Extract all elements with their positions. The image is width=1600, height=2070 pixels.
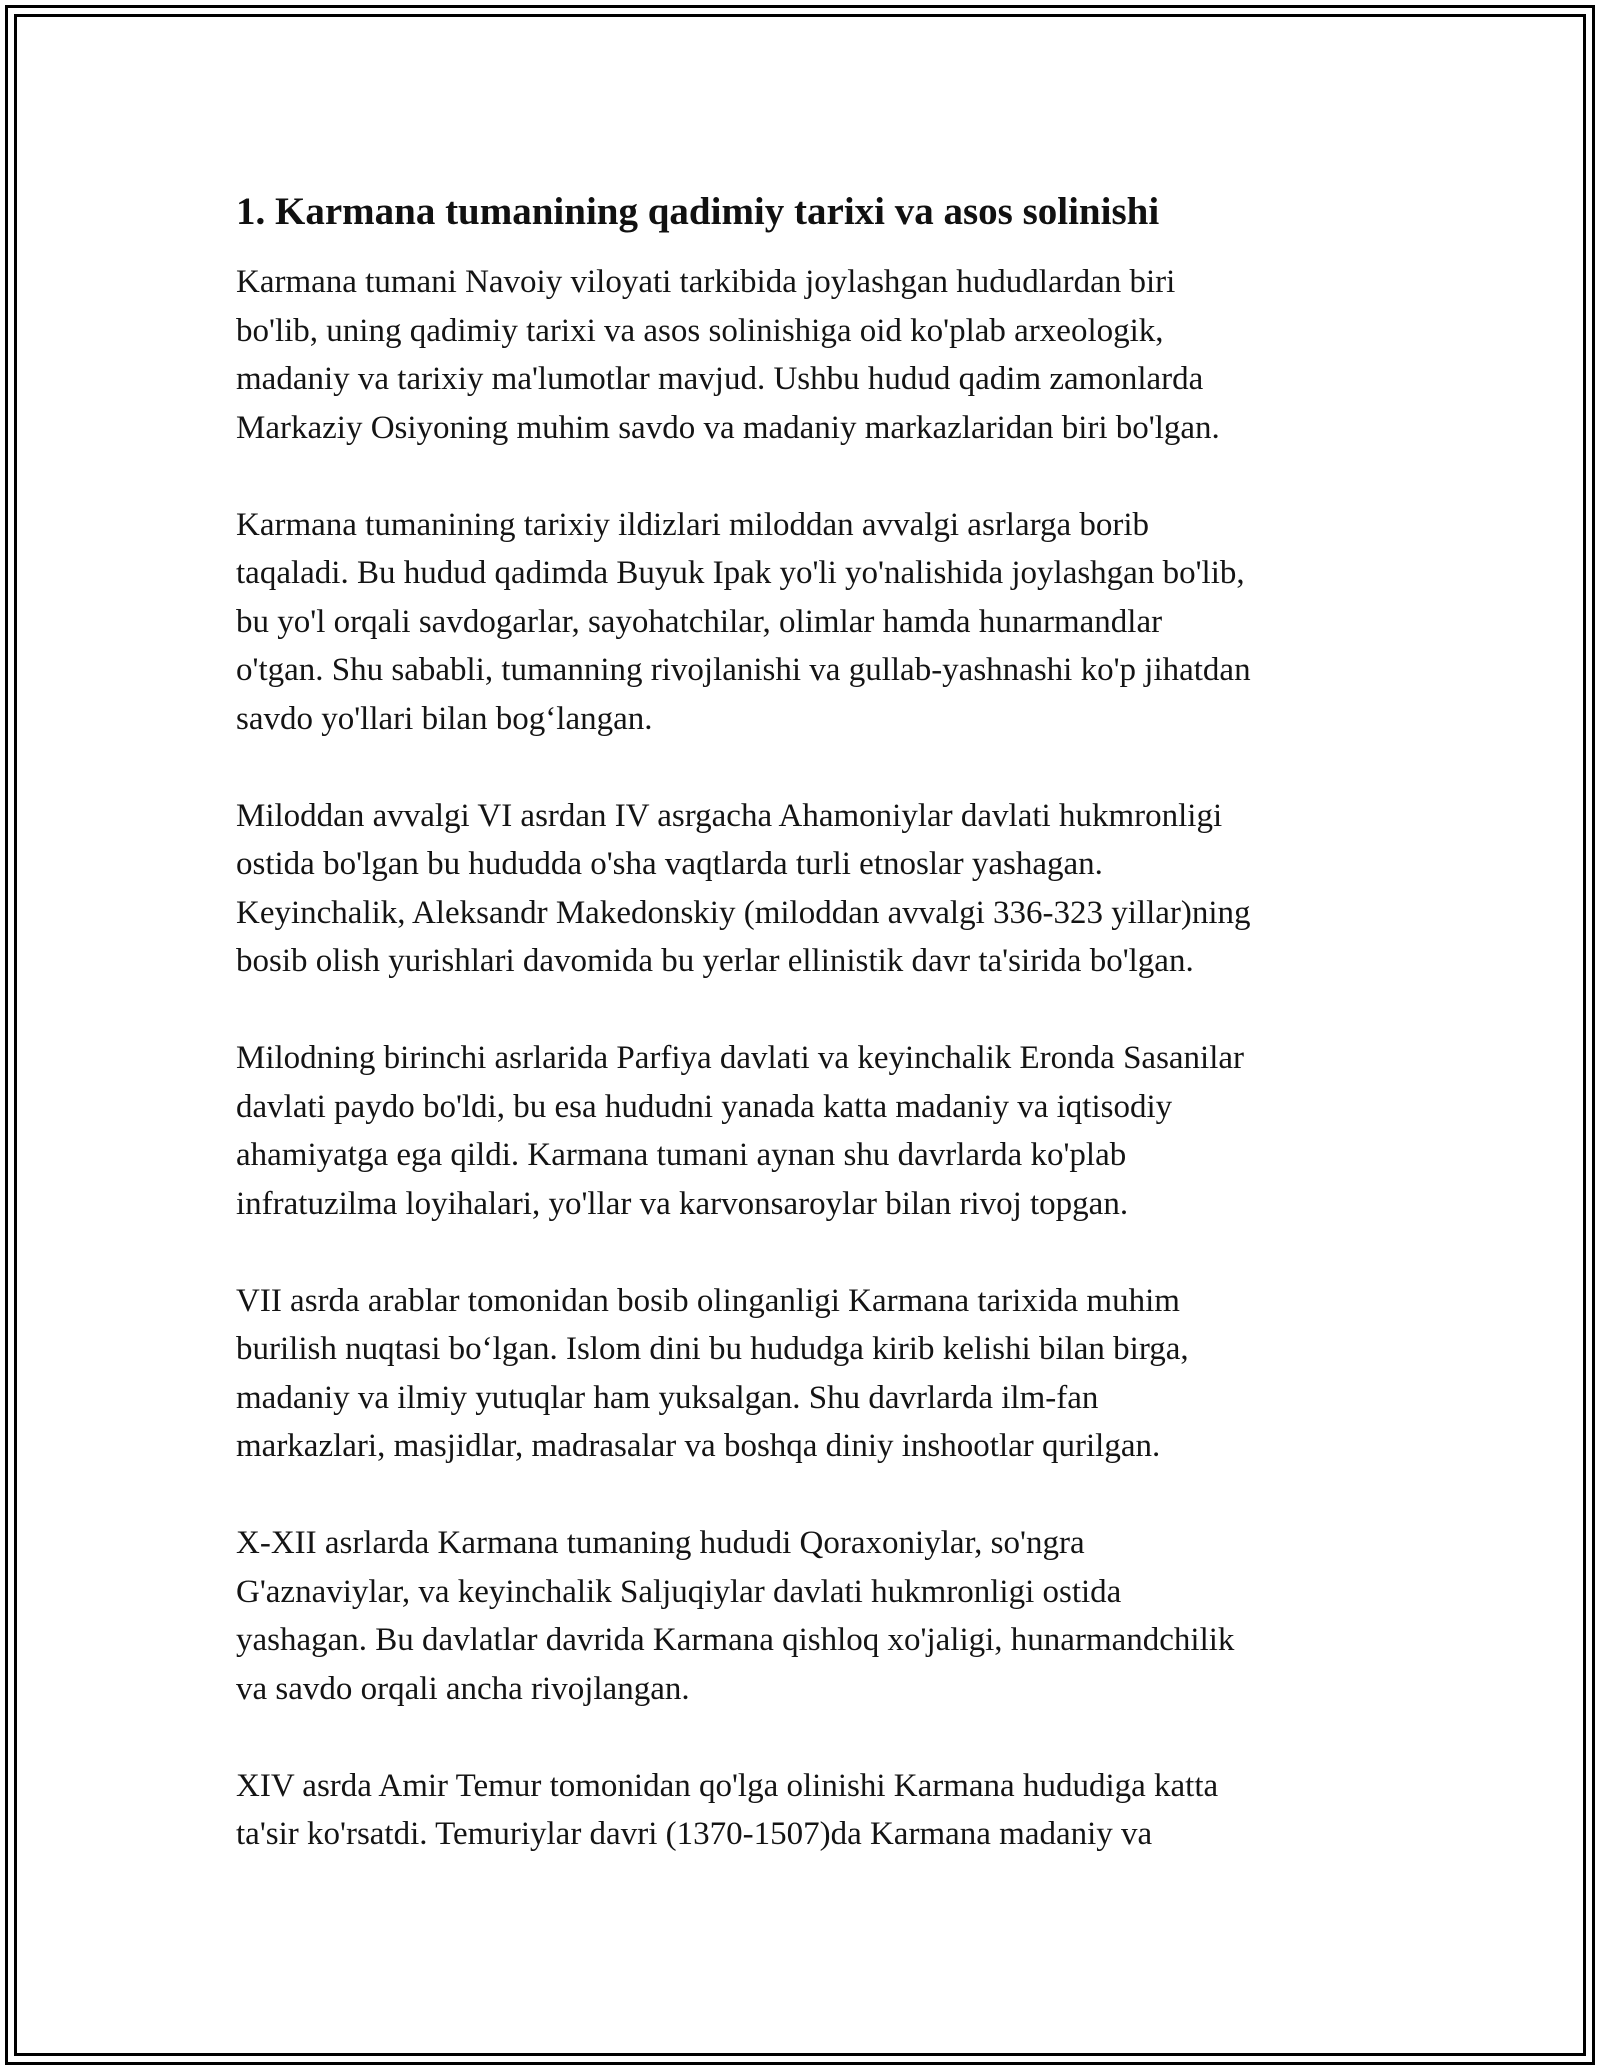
text-line: VII asrda arablar tomonidan bosib olinganligi Karmana tarixida muhim	[236, 1282, 1180, 1319]
paragraph-3	[236, 792, 1376, 986]
text-line: bosib olish yurishlari davomida bu yerlar ellinistik davr ta'sirida bo'lgan.	[236, 943, 1194, 979]
text-line: burilish nuqtasi bo‘lgan. Islom dini bu hududga kirib kelishi bilan birga,	[236, 1331, 1189, 1367]
text-line: o'tgan. Shu sababli, tumanning rivojlanishi va gullab-yashnashi ko'p jihatdan	[236, 652, 1251, 688]
text-line: bo'lib, uning qadimiy tarixi va asos solinishiga oid ko'plab arxeologik,	[236, 312, 1164, 349]
paragraph-6	[236, 1519, 1376, 1713]
text-line: taqaladi. Bu hudud qadimda Buyuk Ipak yo'li yo'nalishida joylashgan bo'lib,	[236, 555, 1245, 591]
text-line: va savdo orqali ancha rivojlangan.	[236, 1670, 690, 1707]
paragraph-4	[236, 1034, 1376, 1228]
text-line: ta'sir ko'rsatdi. Temuriylar davri (1370-1507)da Karmana madaniy va	[236, 1816, 1153, 1852]
text-line: infratuzilma loyihalari, yo'llar va karvonsaroylar bilan rivoj topgan.	[236, 1185, 1129, 1222]
text-line: Karmana tumanining tarixiy ildizlari miloddan avvalgi asrlarga borib	[236, 506, 1150, 543]
text-line: ahamiyatga ega qildi. Karmana tumani aynan shu davrlarda ko'plab	[236, 1137, 1127, 1173]
text-line: X-XII asrlarda Karmana tumaning hududi Qoraxoniylar, so'ngra	[236, 1525, 1085, 1561]
paragraph-7	[236, 1762, 1376, 1859]
document-body	[236, 186, 1376, 1907]
text-line: davlati paydo bo'ldi, bu esa hududni yanada katta madaniy va iqtisodiy	[236, 1088, 1173, 1125]
text-line: Miloddan avvalgi VI asrdan IV asrgacha Ahamoniylar davlati hukmronligi	[236, 797, 1223, 834]
text-line: Karmana tumani Navoiy viloyati tarkibida joylashgan hududlardan biri	[236, 264, 1176, 300]
text-line: Keyinchalik, Aleksandr Makedonskiy (miloddan avvalgi 336-323 yillar)ning	[236, 894, 1251, 931]
text-line: Markaziy Osiyoning muhim savdo va madaniy markazlaridan biri bo'lgan.	[236, 409, 1220, 446]
text-line: G'aznaviylar, va keyinchalik Saljuqiylar davlati hukmronligi ostida	[236, 1573, 1122, 1610]
text-line: XIV asrda Amir Temur tomonidan qo'lga olinishi Karmana hududiga katta	[236, 1767, 1219, 1804]
text-line: yashagan. Bu davlatlar davrida Karmana qishloq xo'jaligi, hunarmandchilik	[236, 1622, 1235, 1658]
text-line: ostida bo'lgan bu hududda o'sha vaqtlarda turli etnoslar yashagan.	[236, 846, 1103, 882]
text-line: markazlari, masjidlar, madrasalar va boshqa diniy inshootlar qurilgan.	[236, 1428, 1161, 1464]
text-line: madaniy va ilmiy yutuqlar ham yuksalgan. Shu davrlarda ilm-fan	[236, 1379, 1099, 1416]
paragraph-5	[236, 1277, 1376, 1471]
paragraph-2	[236, 501, 1376, 744]
text-line: bu yo'l orqali savdogarlar, sayohatchilar, olimlar hamda hunarmandlar	[236, 603, 1163, 640]
paragraph-1	[236, 258, 1376, 452]
section-heading: 1. Karmana tumanining qadimiy tarixi va asos solinishi	[236, 190, 1160, 233]
text-line: savdo yo'llari bilan bog‘langan.	[236, 700, 653, 737]
text-line: madaniy va tarixiy ma'lumotlar mavjud. Ushbu hudud qadim zamonlarda	[236, 361, 1204, 397]
text-line: Milodning birinchi asrlarida Parfiya davlati va keyinchalik Eronda Sasanilar	[236, 1040, 1245, 1076]
